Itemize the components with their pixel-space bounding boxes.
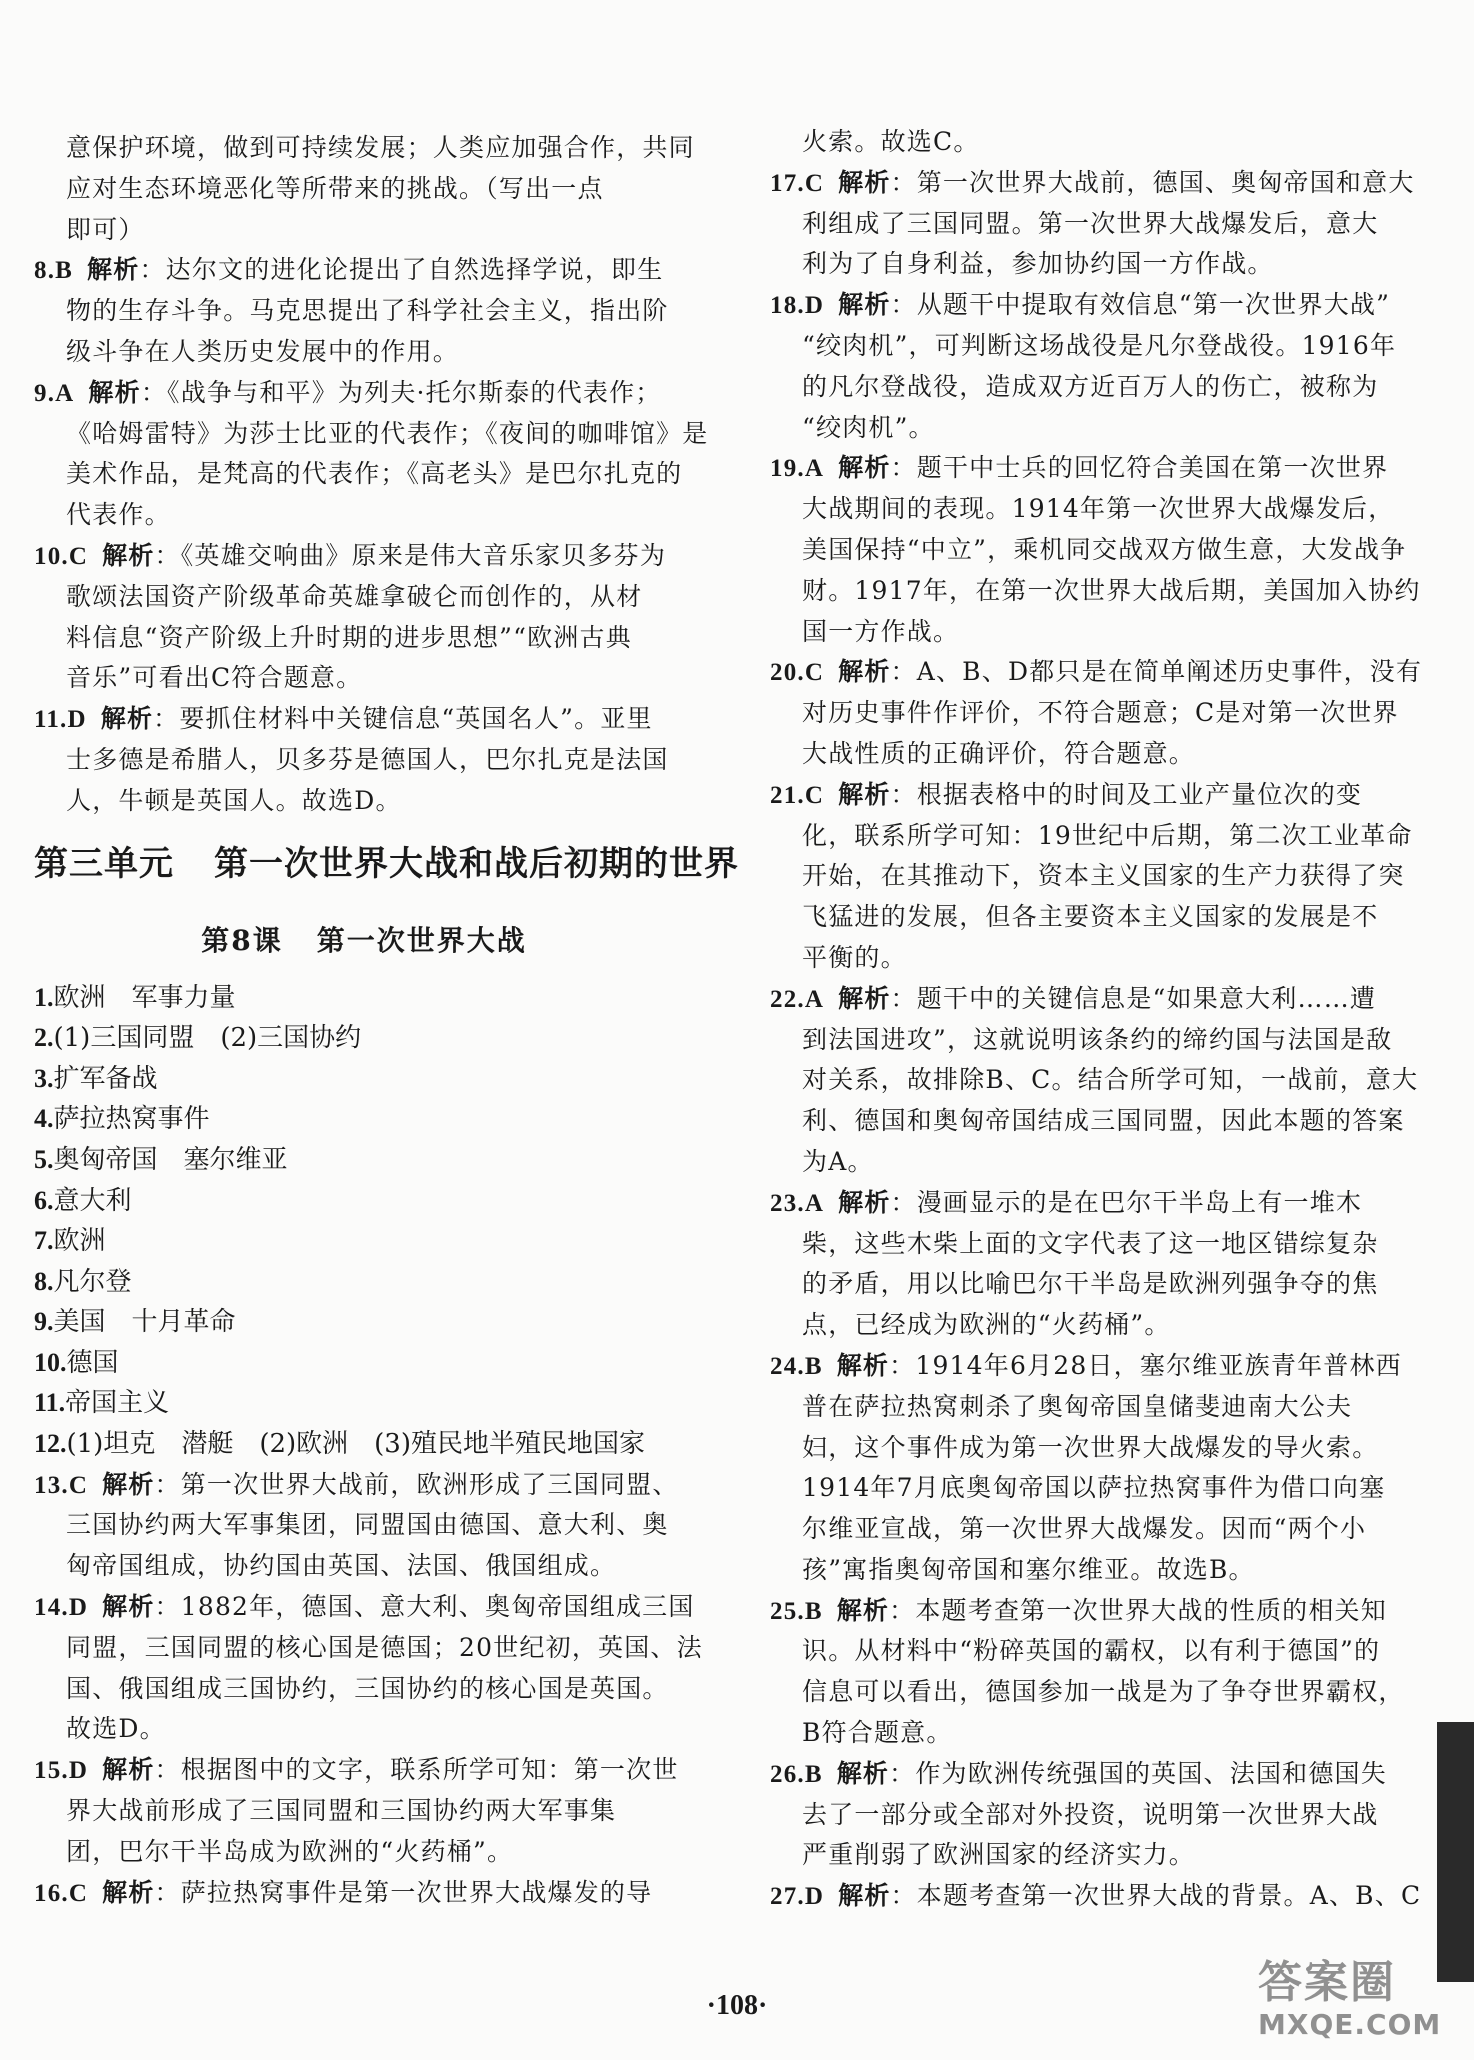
unit-title — [34, 824, 739, 904]
explanation-text: 音乐”可看出C符合题意。 — [66, 663, 363, 693]
analysis-label: 解析 — [87, 255, 140, 285]
answer-number: 6. — [34, 1185, 54, 1215]
explanation-line — [770, 1142, 1410, 1183]
question-explanation — [34, 373, 694, 414]
analysis-label: 解析 — [88, 377, 141, 407]
explanation-line — [770, 612, 1410, 653]
explanation-text: 团，巴尔干半岛成为欧洲的“火药桶”。 — [66, 1836, 514, 1866]
explanation-text: ：本题考查第一次世界大战的性质的相关知 — [889, 1595, 1387, 1625]
answer-letter: C — [804, 169, 825, 197]
explanation-text: 美国保持“中立”，乘机同交战双方做生意，大发战争 — [802, 534, 1407, 564]
explanation-text: ：从题干中提取有效信息“第一次世界大战” — [890, 290, 1391, 320]
analysis-label: 解析 — [102, 1469, 155, 1499]
fill-answer — [34, 978, 694, 1019]
answer-letter: C — [804, 659, 825, 687]
answer-text: (1)三国同盟 (2)三国协约 — [53, 1023, 362, 1054]
explanation-text: ：《战争与和平》为列夫·托尔斯泰的代表作； — [140, 377, 662, 407]
watermark-domain: MXQE.COM — [1258, 2008, 1442, 2041]
explanation-line — [770, 1264, 1410, 1305]
watermark-chinese: 答案圈 — [1258, 1957, 1396, 2008]
analysis-label: 解析 — [838, 290, 891, 320]
explanation-text: ：要抓住材料中关键信息“英国名人”。亚里 — [153, 704, 653, 734]
explanation-text: ：第一次世界大战前，欧洲形成了三国同盟、 — [154, 1469, 679, 1499]
explanation-text: 识。从材料中“粉碎英国的霸权，以有利于德国”的 — [802, 1636, 1381, 1666]
question-explanation — [770, 1876, 1422, 1917]
answer-number: 3. — [34, 1063, 54, 1093]
explanation-text: 匈帝国组成，协约国由英国、法国、俄国组成。 — [66, 1551, 617, 1581]
explanation-text: 人，牛顿是英国人。故选D。 — [66, 785, 402, 815]
explanation-text: ：达尔文的进化论提出了自然选择学说，即生 — [139, 255, 664, 285]
explanation-text: ：第一次世界大战前，德国、奥匈帝国和意大 — [890, 167, 1415, 197]
explanation-line — [34, 577, 694, 618]
explanation-line — [770, 856, 1410, 897]
explanation-line — [34, 1791, 694, 1832]
answer-text: 萨拉热窝事件 — [53, 1104, 210, 1135]
explanation-line — [770, 204, 1410, 245]
question-explanation — [770, 652, 1423, 693]
question-explanation — [34, 1587, 694, 1628]
explanation-text: 利组成了三国同盟。第一次世界大战爆发后，意大 — [802, 208, 1379, 238]
question-explanation — [34, 250, 694, 291]
answer-letter: C — [68, 1471, 89, 1499]
explanation-text: 士多德是希腊人，贝多芬是德国人，巴尔扎克是法国 — [66, 744, 669, 774]
answer-text: 帝国主义 — [65, 1388, 170, 1419]
explanation-text: ：题干中的关键信息是“如果意大利……遭 — [890, 983, 1377, 1013]
explanation-text: 三国协约两大军事集团，同盟国由德国、意大利、奥 — [66, 1510, 669, 1540]
answer-letter: B — [804, 1760, 823, 1788]
answer-letter: B — [804, 1597, 823, 1625]
explanation-line — [770, 367, 1410, 408]
explanation-text: 妇，这个事件成为第一次世界大战爆发的导火索。 — [802, 1432, 1379, 1462]
question-number: 27. — [770, 1883, 805, 1911]
explanation-line — [34, 495, 694, 536]
explanation-line — [34, 781, 694, 822]
answer-number: 5. — [34, 1144, 54, 1174]
site-watermark — [1258, 1958, 1468, 2054]
explanation-text: 严重削弱了欧洲国家的经济实力。 — [802, 1840, 1196, 1870]
question-number: 21. — [770, 781, 805, 809]
answer-text: 扩军备战 — [53, 1063, 158, 1094]
explanation-text: 为A。 — [802, 1146, 874, 1176]
question-number: 26. — [770, 1760, 805, 1788]
answer-letter: C — [804, 781, 825, 809]
answer-letter: D — [804, 292, 825, 320]
explanation-line — [770, 326, 1410, 367]
analysis-label: 解析 — [838, 657, 891, 687]
explanation-line — [770, 1387, 1410, 1428]
explanation-text: ：作为欧洲传统强国的英国、法国和德国失 — [889, 1758, 1387, 1788]
explanation-text: ：题干中士兵的回忆符合美国在第一次世界 — [890, 453, 1389, 483]
answer-letter: D — [67, 706, 87, 734]
explanation-line — [34, 1709, 694, 1750]
answer-letter: D — [68, 1594, 89, 1622]
fill-answer — [34, 1059, 694, 1100]
answer-letter: C — [68, 542, 89, 570]
explanation-line — [770, 530, 1410, 571]
explanation-text: 大战性质的正确评价，符合题意。 — [802, 738, 1196, 768]
analysis-label: 解析 — [102, 1592, 155, 1622]
analysis-label: 解析 — [838, 453, 891, 483]
explanation-text: ：1882年，德国、意大利、奥匈帝国组成三国 — [154, 1592, 695, 1622]
answer-number: 8. — [34, 1266, 54, 1296]
unit-number: 第三单元 — [34, 843, 174, 884]
explanation-text: 孩”寓指奥匈帝国和塞尔维亚。故选B。 — [802, 1554, 1255, 1584]
answer-letter: D — [68, 1757, 89, 1785]
explanation-text: 对历史事件作评价，不符合题意；C是对第一次世界 — [802, 698, 1399, 728]
explanation-line — [770, 734, 1410, 775]
intro-line: 应对生态环境恶化等所带来的挑战。（写出一点 — [66, 173, 604, 203]
analysis-label: 解析 — [838, 779, 891, 809]
question-number: 11. — [34, 706, 68, 734]
explanation-line — [34, 454, 694, 495]
explanation-text: “绞肉机”。 — [802, 412, 935, 442]
fill-answer — [34, 1262, 694, 1303]
question-explanation — [770, 775, 1410, 816]
explanation-line — [770, 1550, 1410, 1591]
explanation-text: 级斗争在人类历史发展中的作用。 — [66, 336, 460, 366]
question-number: 22. — [770, 985, 805, 1013]
question-number: 18. — [770, 292, 805, 320]
right-column — [770, 122, 1423, 1917]
explanation-text: ：《英雄交响曲》原来是伟大音乐家贝多芬为 — [154, 540, 667, 570]
question-explanation — [34, 1873, 694, 1914]
analysis-label: 解析 — [102, 540, 155, 570]
explanation-text: 的矛盾，用以比喻巴尔干半岛是欧洲列强争夺的焦 — [802, 1269, 1379, 1299]
explanation-text: 到法国进攻”，这就说明该条约的缔约国与法国是敌 — [802, 1024, 1393, 1054]
fill-answer — [34, 1221, 694, 1262]
explanation-text: 飞猛进的发展，但各主要资本主义国家的发展是不 — [802, 902, 1379, 932]
answer-letter: A — [804, 455, 825, 483]
explanation-line — [770, 1835, 1410, 1876]
explanation-text: 普在萨拉热窝刺杀了奥匈帝国皇储斐迪南大公夫 — [802, 1391, 1353, 1421]
explanation-text: ：漫画显示的是在巴尔干半岛上有一堆木 — [890, 1187, 1363, 1217]
question-number: 8. — [34, 257, 56, 285]
question-explanation — [770, 1591, 1410, 1632]
question-number: 19. — [770, 455, 805, 483]
explanation-text: 《哈姆雷特》为莎士比亚的代表作；《夜间的咖啡馆》是 — [66, 418, 709, 448]
analysis-label: 解析 — [836, 1595, 890, 1625]
explanation-text: 料信息“资产阶级上升时期的进步思想”“欧洲古典 — [66, 622, 632, 652]
question-explanation — [34, 536, 694, 577]
explanation-text: ：A、B、D都只是在简单阐述历史事件，没有 — [890, 657, 1423, 687]
explanation-line — [770, 1713, 1410, 1754]
answer-letter: B — [55, 257, 74, 285]
explanation-text: 化，联系所学可知：19世纪中后期，第二次工业革命 — [802, 820, 1413, 850]
analysis-label: 解析 — [838, 1881, 891, 1911]
explanation-line — [34, 291, 694, 332]
answer-number: 12. — [34, 1429, 67, 1459]
explanation-line — [770, 938, 1410, 979]
answer-letter: D — [804, 1883, 825, 1911]
question-explanation — [770, 285, 1410, 326]
explanation-line — [770, 1020, 1410, 1061]
explanation-text: ：1914年6月28日，塞尔维亚族青年普林西 — [889, 1350, 1402, 1380]
fill-answer — [34, 1343, 694, 1384]
question-number: 17. — [770, 169, 805, 197]
explanation-line — [770, 1101, 1410, 1142]
answer-text: 德国 — [66, 1347, 119, 1378]
explanation-text: 的凡尔登战役，造成双方近百万人的伤亡，被称为 — [802, 371, 1379, 401]
page-number: ·108· — [706, 1990, 768, 2021]
explanation-line — [770, 244, 1410, 285]
fill-answer — [34, 1018, 694, 1059]
continuation-line: 火索。故选C。 — [802, 127, 980, 156]
explanation-line — [34, 1832, 694, 1873]
left-column — [34, 128, 739, 1913]
explanation-text: 歌颂法国资产阶级革命英雄拿破仑而创作的，从材 — [66, 581, 643, 611]
question-explanation — [34, 1465, 694, 1506]
explanation-line — [34, 1628, 703, 1669]
answer-letter: C — [68, 1879, 89, 1907]
question-number: 14. — [34, 1594, 69, 1622]
question-number: 23. — [770, 1189, 805, 1217]
question-number: 10. — [34, 542, 69, 570]
explanation-text: ：萨拉热窝事件是第一次世界大战爆发的导 — [154, 1877, 653, 1907]
explanation-text: 国一方作战。 — [802, 616, 960, 646]
answer-text: 奥匈帝国 塞尔维亚 — [53, 1144, 288, 1175]
explanation-line — [770, 1060, 1419, 1101]
question-number: 9. — [34, 379, 56, 407]
answer-number: 9. — [34, 1307, 54, 1337]
answer-text: 凡尔登 — [53, 1266, 132, 1297]
unit-name: 第一次世界大战和战后初期的世界 — [214, 843, 739, 884]
answer-number: 4. — [34, 1104, 54, 1134]
question-explanation — [34, 699, 694, 740]
explanation-text: 物的生存斗争。马克思提出了科学社会主义，指出阶 — [66, 296, 669, 326]
fill-answer — [34, 1424, 694, 1465]
fill-answer — [34, 1140, 694, 1181]
explanation-text: 1914年7月底奥匈帝国以萨拉热窝事件为借口向塞 — [802, 1473, 1386, 1503]
fill-answer — [34, 1302, 694, 1343]
explanation-line — [770, 1305, 1410, 1346]
explanation-line — [770, 1795, 1410, 1836]
question-explanation — [770, 1346, 1410, 1387]
explanation-text: 同盟，三国同盟的核心国是德国；20世纪初，英国、法 — [66, 1632, 703, 1662]
answer-letter: B — [804, 1352, 823, 1380]
answer-number: 10. — [34, 1347, 67, 1377]
question-explanation — [34, 1750, 694, 1791]
question-explanation — [770, 163, 1415, 204]
explanation-line — [770, 1468, 1410, 1509]
explanation-text: 利为了自身利益，参加协约国一方作战。 — [802, 249, 1274, 279]
answer-number: 7. — [34, 1226, 54, 1256]
fill-answer — [34, 1181, 694, 1222]
analysis-label: 解析 — [836, 1350, 890, 1380]
answer-letter: A — [55, 379, 75, 407]
explanation-line — [770, 1631, 1410, 1672]
answer-number: 11. — [34, 1388, 66, 1418]
explanation-text: 财。1917年，在第一次世界大战后期，美国加入协约 — [802, 575, 1421, 605]
explanation-text: ：本题考查第一次世界大战的背景。A、B、C — [890, 1881, 1422, 1911]
explanation-line — [770, 1428, 1410, 1469]
answer-text: 美国 十月革命 — [53, 1307, 236, 1338]
analysis-label: 解析 — [836, 1758, 890, 1788]
explanation-line — [34, 740, 694, 781]
explanation-text: 代表作。 — [66, 500, 171, 530]
explanation-text: B符合题意。 — [802, 1718, 953, 1748]
analysis-label: 解析 — [102, 1755, 155, 1785]
answer-number: 2. — [34, 1023, 54, 1053]
answer-text: 欧洲 — [53, 1226, 106, 1257]
explanation-text: 对关系，故排除B、C。结合所学可知，一战前，意大 — [802, 1065, 1419, 1095]
question-number: 25. — [770, 1597, 805, 1625]
explanation-text: 点，已经成为欧洲的“火药桶”。 — [802, 1310, 1171, 1340]
explanation-line — [770, 571, 1421, 612]
explanation-text: 去了一部分或全部对外投资，说明第一次世界大战 — [802, 1799, 1379, 1829]
intro-line: 意保护环境，做到可持续发展；人类应加强合作，共同 — [66, 133, 695, 162]
explanation-text: ：根据图中的文字，联系所学可知：第一次世 — [154, 1755, 679, 1785]
explanation-line — [770, 693, 1410, 734]
explanation-line — [770, 489, 1410, 530]
analysis-label: 解析 — [838, 167, 891, 197]
explanation-line — [34, 658, 694, 699]
explanation-text: 界大战前形成了三国同盟和三国协约两大军事集 — [66, 1796, 617, 1826]
question-explanation — [770, 1754, 1410, 1795]
explanation-line — [34, 618, 694, 659]
explanation-text: 尔维亚宣战，第一次世界大战爆发。因而“两个小 — [802, 1514, 1367, 1544]
answer-number: 1. — [34, 982, 54, 1012]
explanation-line — [770, 408, 1410, 449]
question-explanation — [770, 979, 1410, 1020]
explanation-text: 柴，这些木柴上面的文字代表了这一地区错综复杂 — [802, 1228, 1379, 1258]
analysis-label: 解析 — [838, 1187, 891, 1217]
fill-answer — [34, 1099, 694, 1140]
question-number: 24. — [770, 1352, 805, 1380]
analysis-label: 解析 — [838, 983, 891, 1013]
explanation-text: 美术作品，是梵高的代表作；《高老头》是巴尔扎克的 — [66, 459, 683, 489]
lesson-title — [34, 904, 694, 978]
explanation-text: “绞肉机”，可判断这场战役是凡尔登战役。1916年 — [802, 330, 1397, 360]
edge-thumb-tab — [1437, 1722, 1474, 1982]
question-number: 13. — [34, 1471, 69, 1499]
question-number: 16. — [34, 1879, 69, 1907]
answer-text: 欧洲 军事力量 — [53, 982, 236, 1013]
explanation-text: ：根据表格中的时间及工业产量位次的变 — [890, 779, 1363, 809]
analysis-label: 解析 — [100, 704, 154, 734]
question-number: 20. — [770, 659, 805, 687]
question-number: 15. — [34, 1757, 69, 1785]
explanation-text: 利、德国和奥匈帝国结成三国同盟，因此本题的答案 — [802, 1106, 1405, 1136]
explanation-text: 信息可以看出，德国参加一战是为了争夺世界霸权， — [802, 1677, 1405, 1707]
explanation-line — [770, 816, 1413, 857]
explanation-line — [34, 1546, 694, 1587]
answer-letter: A — [804, 985, 825, 1013]
explanation-line — [770, 1672, 1410, 1713]
explanation-text: 故选D。 — [66, 1714, 166, 1744]
explanation-line — [770, 1509, 1410, 1550]
question-explanation — [770, 1183, 1410, 1224]
lesson-number: 第8课 — [201, 923, 283, 957]
answer-text: 意大利 — [53, 1185, 132, 1216]
analysis-label: 解析 — [102, 1877, 155, 1907]
explanation-text: 平衡的。 — [802, 942, 907, 972]
intro-line: 即可） — [66, 214, 145, 244]
fill-answer — [34, 1383, 694, 1424]
explanation-text: 开始，在其推动下，资本主义国家的生产力获得了突 — [802, 861, 1405, 891]
lesson-name: 第一次世界大战 — [316, 923, 527, 957]
explanation-text: 国、俄国组成三国协约，三国协约的核心国是英国。 — [66, 1673, 669, 1703]
answer-letter: A — [804, 1189, 825, 1217]
explanation-line — [34, 414, 709, 455]
question-explanation — [770, 448, 1410, 489]
explanation-line — [34, 1669, 694, 1710]
answer-text: (1)坦克 潜艇 (2)欧洲 (3)殖民地半殖民地国家 — [66, 1429, 645, 1460]
explanation-line — [770, 897, 1410, 938]
explanation-line — [34, 1505, 694, 1546]
explanation-text: 大战期间的表现。1914年第一次世界大战爆发后， — [802, 494, 1395, 524]
explanation-line — [34, 332, 694, 373]
explanation-line — [770, 1224, 1410, 1265]
